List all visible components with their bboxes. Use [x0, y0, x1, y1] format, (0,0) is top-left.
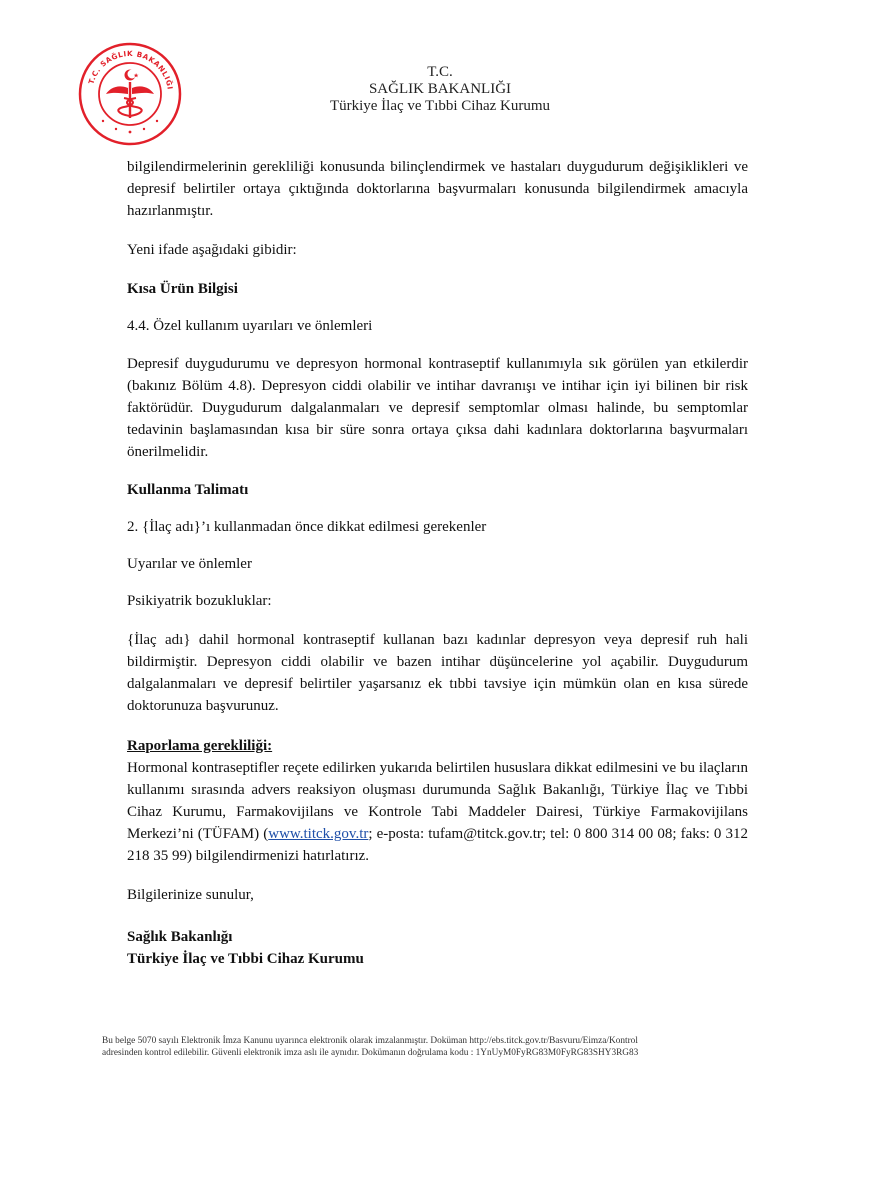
ministry-logo	[78, 42, 182, 146]
header-tc: T.C.	[427, 64, 453, 80]
report-text-start: Hormonal kontraseptifler reçete edilirken yukarıda belirtilen hususlara dikkat edilmesini ve bu ilaçların kullanımı sırasında advers reaksiyon oluşması durumunda Sağlık Bakanlığı, Türkiye İlaç ve Tıbbi Cihaz Kurumu, Farmakovijilans ve Kontrole Tabi Maddeler Dairesi, Türkiye Farmakovijilans Merkezi’ni (TÜFAM) (	[127, 760, 748, 842]
signature-agency: Türkiye İlaç ve Tıbbi Cihaz Kurumu	[127, 951, 364, 967]
signature-ministry: Sağlık Bakanlığı	[127, 929, 233, 945]
header-ministry: SAĞLIK BAKANLIĞI	[368, 81, 512, 97]
kt-psychiatric-title: Psikiyatrik bozukluklar:	[127, 593, 272, 609]
e-signature-footer	[102, 1035, 782, 1059]
report-heading: Raporlama gerekliliği:	[127, 738, 273, 754]
logo-ring-text: T.C. SAĞLIK BAKANLIĞI	[86, 48, 175, 91]
document-body	[127, 156, 748, 970]
kt-section-title: 2. {İlaç adı}’ı kullanmadan önce dikkat edilmesi gerekenler	[127, 519, 487, 535]
titck-website-link[interactable]: www.titck.gov.tr	[268, 826, 369, 842]
report-paragraph	[127, 757, 748, 867]
kt-heading: Kullanma Talimatı	[127, 482, 249, 498]
kub-section-title: 4.4. Özel kullanım uyarıları ve önlemleri	[127, 318, 373, 334]
kub-paragraph: Depresif duygudurumu ve depresyon hormonal kontraseptif kullanımıyla sık görülen yan etkilerdir (bakınız Bölüm 4.8). Depresyon ciddi olabilir ve intihar davranışı ve intihar için iyi bilinen bir risk faktörüdür. Duygudurum dalgalanmaları ve depresif semptomlar olması halinde, bu semptomlar tedavinin başlamasından kısa bir süre sonra ortaya çıksa dahi kadınlara doktorlarına başvurmaları önerilmelidir.	[127, 356, 748, 460]
intro-paragraph: bilgilendirmelerinin gerekliliği konusunda bilinçlendirmek ve hastaları duygudurum değişiklikleri ve depresif belirtiler ortaya çıktığında doktorlarına başvurmaları konusunda bilgilendirmek amacıyla hazırlanmıştır.	[127, 159, 748, 219]
closing-line: Bilgilerinize sunulur,	[127, 887, 254, 903]
new-statement: Yeni ifade aşağıdaki gibidir:	[127, 242, 297, 258]
header-agency: Türkiye İlaç ve Tıbbi Cihaz Kurumu	[329, 98, 551, 114]
kt-warnings-title: Uyarılar ve önlemler	[127, 556, 252, 572]
footer-line-1: Bu belge 5070 sayılı Elektronik İmza Kanunu uyarınca elektronik olarak imzalanmıştır. Doküman http://ebs.titck.gov.tr/Basvuru/Eimza/Kontrol	[102, 1036, 638, 1046]
kt-paragraph: {İlaç adı} dahil hormonal kontraseptif kullanan bazı kadınlar depresyon veya depresif ruh hali bildirmiştir. Depresyon ciddi olabilir ve bazen intihar düşüncelerine yol açabilir. Duygudurum dalgalanmaları ve depresif belirtiler yaşarsanız ek tıbbi tavsiye için mümkün olan en kısa sürede doktorunuza başvurunuz.	[127, 632, 748, 714]
report-text-end: ; e-posta: tufam@titck.gov.tr; tel: 0 800 314 00 08; faks: 0 312 218 35 99) bilgilendirmenizi hatırlatırız.	[127, 826, 749, 864]
footer-line-2: adresinden kontrol edilebilir. Güvenli elektronik imza aslı ile aynıdır. Dokümanın doğrulama kodu : 1YnUyM0FyRG83M0FyRG83SHY3RG83	[102, 1048, 639, 1058]
document-header	[300, 64, 580, 115]
kub-heading: Kısa Ürün Bilgisi	[127, 281, 238, 297]
